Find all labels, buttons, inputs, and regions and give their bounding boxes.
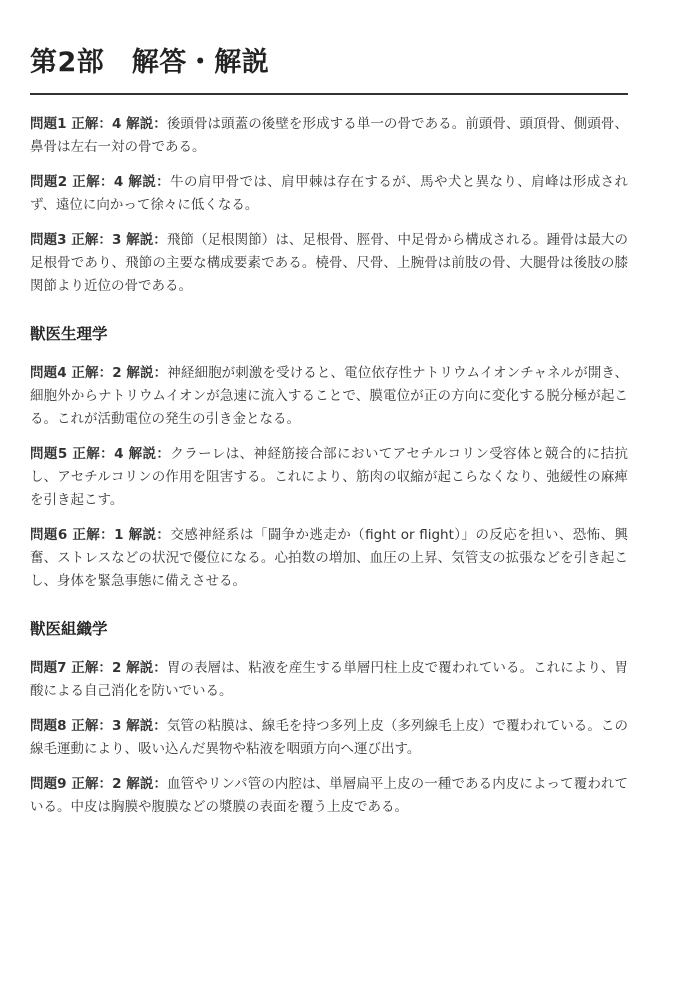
answer-explanation: 後頭骨は頭蓋の後壁を形成する単一の骨である。前頭骨、頭頂骨、側頭骨、鼻骨は左右一対の骨である。 <box>30 116 629 155</box>
answer-label: 問題6 正解：1 解説： <box>30 527 171 543</box>
answer-list <box>30 113 628 819</box>
section-heading-histology: 獣医組織学 <box>30 620 108 638</box>
answer-item <box>30 715 628 761</box>
answer-explanation: 胃の表層は、粘液を産生する単層円柱上皮で覆われている。これにより、胃酸による自己消化を防いでいる。 <box>30 660 629 699</box>
answer-explanation: 気管の粘膜は、線毛を持つ多列上皮（多列線毛上皮）で覆われている。この線毛運動により、吸い込んだ異物や粘液を咽頭方向へ運び出す。 <box>30 718 629 757</box>
page-title: 第2部 解答・解説 <box>30 40 628 95</box>
answer-item <box>30 657 628 703</box>
answer-label: 問題8 正解：3 解説： <box>30 718 167 734</box>
answer-label: 問題9 正解：2 解説： <box>30 776 168 792</box>
answer-item <box>30 171 628 217</box>
answer-item <box>30 362 628 431</box>
answer-explanation: 交感神経系は「闘争か逃走か（fight or flight）」の反応を担い、恐怖、興奮、ストレスなどの状況で優位になる。心拍数の増加、血圧の上昇、気管支の拡張などを引き起こし、身体を緊急事態に備えさせる。 <box>30 527 628 589</box>
answer-explanation: 神経細胞が刺激を受けると、電位依存性ナトリウムイオンチャネルが開き、細胞外からナトリウムイオンが急速に流入することで、膜電位が正の方向に変化する脱分極が起こる。これが活動電位の発生の引き金となる。 <box>30 365 628 427</box>
answer-item <box>30 443 628 512</box>
answer-label: 問題2 正解：4 解説： <box>30 174 171 190</box>
answer-label: 問題1 正解：4 解説： <box>30 116 167 132</box>
answer-item <box>30 229 628 298</box>
answer-explanation: 牛の肩甲骨では、肩甲棘は存在するが、馬や犬と異なり、肩峰は形成されず、遠位に向かって徐々に低くなる。 <box>30 174 629 213</box>
section-heading-physiology: 獣医生理学 <box>30 325 108 343</box>
answer-item <box>30 113 628 159</box>
answer-explanation: クラーレは、神経筋接合部においてアセチルコリン受容体と競合的に拮抗し、アセチルコリンの作用を阻害する。これにより、筋肉の収縮が起こらなくなり、弛緩性の麻痺を引き起こす。 <box>30 446 628 508</box>
answer-label: 問題7 正解：2 解説： <box>30 660 167 676</box>
answer-explanation: 飛節（足根関節）は、足根骨、脛骨、中足骨から構成される。踵骨は最大の足根骨であり、飛節の主要な構成要素である。橈骨、尺骨、上腕骨は前肢の骨、大腿骨は後肢の膝関節より近位の骨である。 <box>30 232 629 294</box>
answer-item <box>30 773 628 819</box>
answer-label: 問題5 正解：4 解説： <box>30 446 171 462</box>
answer-label: 問題3 正解：3 解説： <box>30 232 167 248</box>
answer-item <box>30 524 628 593</box>
answer-explanation: 血管やリンパ管の内腔は、単層扁平上皮の一種である内皮によって覆われている。中皮は胸膜や腹膜などの漿膜の表面を覆う上皮である。 <box>30 776 628 815</box>
answer-label: 問題4 正解：2 解説： <box>30 365 168 381</box>
